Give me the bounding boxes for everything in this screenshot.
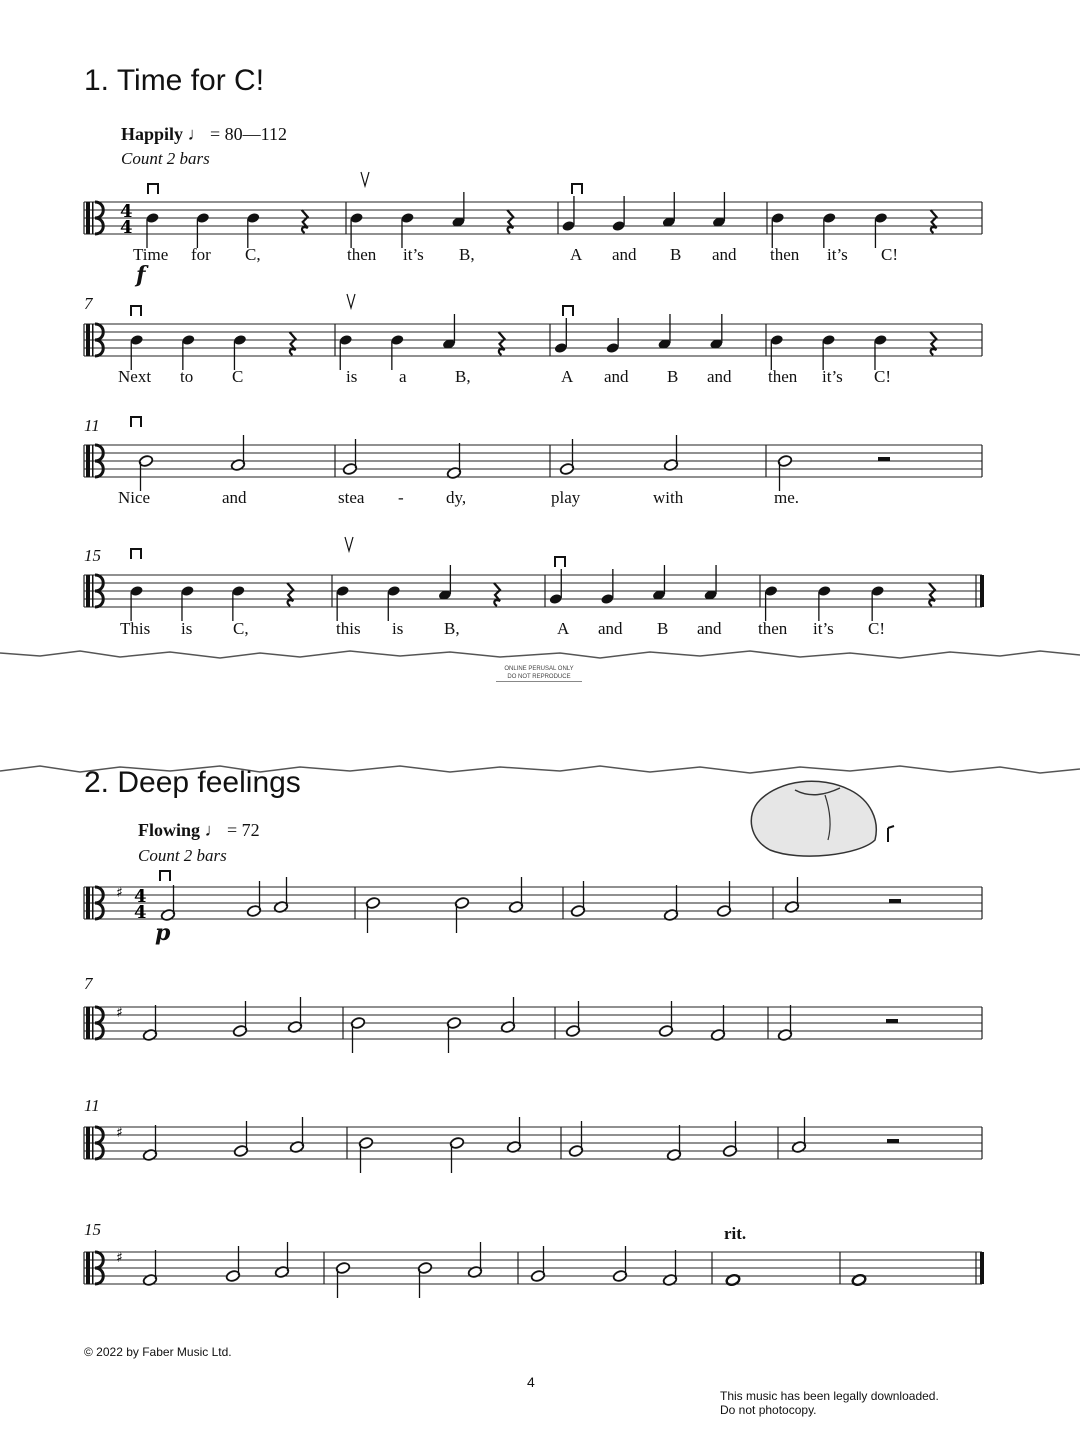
down-bow-icon (555, 557, 565, 567)
lyric-syllable: stea (338, 488, 365, 507)
lyric-syllable: it’s (827, 245, 848, 264)
watermark: ONLINE PERUSAL ONLY DO NOT REPRODUCE (496, 665, 582, 682)
lyric-syllable: and (712, 245, 737, 264)
quarter-note (600, 569, 614, 605)
music-staff (0, 563, 1080, 623)
quarter-note (145, 212, 159, 248)
down-bow-icon (131, 417, 141, 427)
lyric-syllable: A (561, 367, 574, 386)
half-note (777, 455, 792, 491)
count-in-instruction: Count 2 bars (121, 149, 210, 168)
lyric-syllable: me. (774, 488, 800, 507)
half-rest-icon (887, 1139, 899, 1143)
quarter-note (339, 334, 353, 370)
down-bow-icon (572, 184, 582, 194)
svg-text:4: 4 (120, 201, 133, 222)
sharp-icon: ♯ (116, 885, 123, 901)
quarter-note (233, 334, 247, 370)
half-note (530, 1246, 545, 1282)
lyric-syllable: Next (118, 367, 152, 386)
music-staff (0, 875, 1080, 935)
lyric-syllable: B, (444, 619, 460, 638)
quarter-note (549, 569, 563, 605)
quarter-note (417, 1262, 432, 1298)
quarter-note (181, 334, 195, 370)
lyric-syllable: C, (233, 619, 249, 638)
music-staff (0, 433, 1080, 493)
sharp-icon: ♯ (116, 1005, 123, 1021)
half-note (559, 439, 574, 475)
whole-note (725, 1274, 740, 1287)
quarter-note (454, 897, 469, 933)
up-bow-icon (345, 537, 353, 551)
music-staff (0, 190, 1080, 250)
lyric-syllable: B (667, 367, 679, 386)
bar-number: 7 (84, 974, 93, 993)
quarter-note (180, 585, 194, 621)
quarter-note (390, 334, 404, 370)
lyric-syllable: and (697, 619, 722, 638)
lyric-syllable: is (181, 619, 193, 638)
half-note (335, 1262, 350, 1298)
quarter-note (246, 212, 260, 248)
quarter-note (246, 881, 261, 917)
half-note (365, 897, 380, 933)
page-number: 4 (527, 1374, 535, 1390)
bar-number: 15 (84, 1220, 101, 1239)
up-bow-icon (361, 172, 369, 186)
quarter-note (822, 212, 836, 248)
lyric-syllable: C! (881, 245, 898, 264)
lyric-syllable: it’s (403, 245, 424, 264)
lyric-syllable: B, (455, 367, 471, 386)
bar-number: 15 (84, 546, 101, 565)
down-bow-icon (131, 549, 141, 559)
quarter-note (770, 334, 784, 370)
down-bow-icon (563, 306, 573, 316)
half-note (568, 1121, 583, 1157)
music-staff (0, 1115, 1080, 1175)
lyric-syllable: - (398, 488, 404, 507)
whole-note (851, 1274, 866, 1287)
tempo-value: = 80—112 (210, 124, 288, 144)
lyric-syllable: and (222, 488, 247, 507)
lyric-syllable: play (551, 488, 581, 507)
count-in-instruction: Count 2 bars (138, 846, 227, 865)
tempo-value: = 72 (227, 820, 260, 840)
lyric-syllable: is (346, 367, 358, 386)
quarter-note (446, 1017, 461, 1053)
piece-title: 2. Deep feelings (84, 766, 301, 799)
quarter-note (387, 585, 401, 621)
quarter-note (612, 1246, 627, 1282)
quarter-note (130, 334, 144, 370)
lyric-syllable: C! (868, 619, 885, 638)
lyric-syllable: it’s (813, 619, 834, 638)
quarter-note (822, 334, 836, 370)
tempo-word: Flowing (138, 820, 201, 840)
quarter-rest-icon (287, 583, 293, 606)
quarter-note (232, 1001, 247, 1037)
svg-text:4: 4 (120, 217, 133, 238)
quarter-note-icon: ♩ (187, 124, 206, 144)
quarter-rest-icon (290, 332, 296, 355)
svg-text:4: 4 (134, 902, 147, 923)
down-bow-icon (148, 184, 158, 194)
quarter-note (658, 1001, 673, 1037)
tempo-marking (138, 820, 260, 841)
lyric-syllable: to (180, 367, 194, 386)
down-bow-icon (131, 306, 141, 316)
bar-number: 11 (84, 1096, 100, 1115)
half-note (138, 455, 153, 491)
illustration-cellist (740, 770, 890, 865)
lyric-syllable: C! (874, 367, 891, 386)
quarter-note (612, 196, 626, 232)
copyright-notice: © 2022 by Faber Music Ltd. (84, 1345, 232, 1359)
lyric-syllable: A (557, 619, 570, 638)
lyric-syllable: this (336, 619, 361, 638)
lyric-syllable: B (657, 619, 669, 638)
quarter-note (771, 212, 785, 248)
lyric-syllable: a (399, 367, 407, 386)
quarter-note (817, 585, 831, 621)
lyric-syllable: This (120, 619, 151, 638)
piece-title: 1. Time for C! (84, 64, 265, 97)
quarter-rest-icon (931, 210, 937, 233)
quarter-note (400, 212, 414, 248)
quarter-note (873, 334, 887, 370)
lyric-syllable: B (670, 245, 682, 264)
quarter-note (449, 1137, 464, 1173)
lyric-syllable: and (612, 245, 637, 264)
lyric-syllable: and (707, 367, 732, 386)
quarter-note (554, 318, 568, 354)
lyric-syllable: then (768, 367, 798, 386)
lyric-syllable: for (191, 245, 211, 264)
lyric-syllable: it’s (822, 367, 843, 386)
sharp-icon: ♯ (116, 1250, 123, 1266)
music-staff (0, 1240, 1080, 1300)
quarter-rest-icon (494, 583, 500, 606)
bar-number: 7 (84, 294, 93, 313)
lyric-syllable: and (598, 619, 623, 638)
quarter-note (336, 585, 350, 621)
quarter-note (561, 196, 575, 232)
lyric-syllable: with (653, 488, 684, 507)
lyric-syllable: then (758, 619, 788, 638)
lyric-syllable: A (570, 245, 583, 264)
quarter-note (231, 585, 245, 621)
quarter-rest-icon (499, 332, 505, 355)
half-rest-icon (886, 1019, 898, 1023)
quarter-rest-icon (507, 210, 513, 233)
quarter-note-icon: ♩ (204, 820, 223, 840)
quarter-note (130, 585, 144, 621)
quarter-note (196, 212, 210, 248)
quarter-note (722, 1121, 737, 1157)
time-signature (120, 201, 133, 238)
sharp-icon: ♯ (116, 1125, 123, 1141)
quarter-note (233, 1121, 248, 1157)
dynamic-piano: p (155, 920, 171, 946)
quarter-rest-icon (302, 210, 308, 233)
lyric-syllable: C (232, 367, 244, 386)
lyric-syllable: then (770, 245, 800, 264)
quarter-note (225, 1246, 240, 1282)
ritardando-marking: rit. (724, 1224, 747, 1243)
download-notice: This music has been legally downloaded. Do not photocopy. (720, 1389, 939, 1417)
half-note (350, 1017, 365, 1053)
half-rest-icon (878, 457, 890, 461)
half-rest-icon (889, 899, 901, 903)
quarter-rest-icon (929, 583, 935, 606)
half-note (570, 881, 585, 917)
quarter-note (716, 881, 731, 917)
tempo-marking (121, 124, 287, 145)
lyric-syllable: then (347, 245, 377, 264)
lyric-syllable: C, (245, 245, 261, 264)
quarter-note (874, 212, 888, 248)
up-bow-icon (347, 294, 355, 308)
quarter-rest-icon (930, 332, 936, 355)
lyric-syllable: Time (133, 245, 169, 264)
lyric-syllable: is (392, 619, 404, 638)
lyric-syllable: Nice (118, 488, 151, 507)
half-note (358, 1137, 373, 1173)
time-signature (134, 886, 147, 923)
bar-number: 11 (84, 416, 100, 435)
quarter-note (350, 212, 364, 248)
lyric-syllable: B, (459, 245, 475, 264)
half-note (342, 439, 357, 475)
lyric-syllable: dy, (446, 488, 467, 507)
quarter-note (871, 585, 885, 621)
tempo-word: Happily (121, 124, 184, 144)
svg-text:4: 4 (134, 886, 147, 907)
half-note (565, 1001, 580, 1037)
dynamic-forte: f (136, 262, 146, 288)
music-staff (0, 312, 1080, 372)
quarter-note (764, 585, 778, 621)
lyric-syllable: and (604, 367, 629, 386)
down-bow-icon (160, 871, 170, 881)
quarter-note (606, 318, 620, 354)
music-staff (0, 995, 1080, 1055)
